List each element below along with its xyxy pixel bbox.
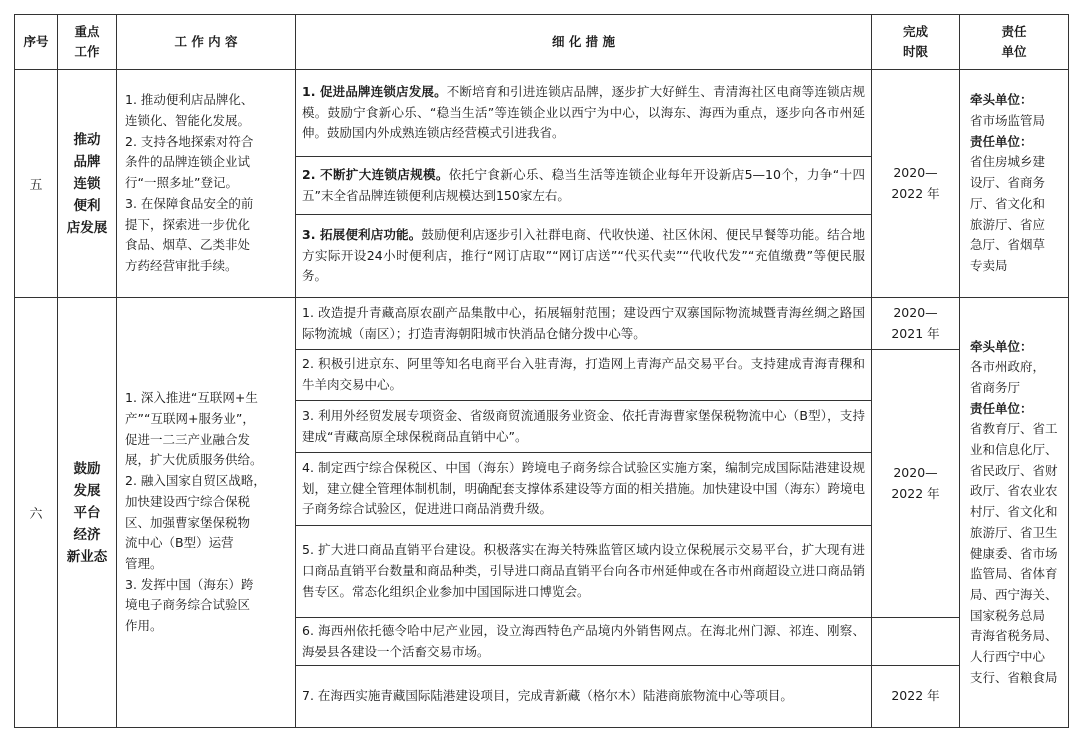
header-no: 序号: [15, 15, 58, 70]
section6-deadline-gap: [872, 618, 960, 666]
table-row: [15, 298, 1069, 350]
section6-deadline-2: 2020— 2022 年: [872, 350, 960, 618]
section6-measure-6: 6. 海西州依托德令哈中尼产业园，设立海西特色产品境内外销售网点。在海北州门源、祁连、刚察、海晏县各建设一个活畜交易市场。: [296, 618, 872, 666]
section6-measure-3: 3. 利用外经贸发展专项资金、省级商贸流通服务业资金、依托青海曹家堡保税物流中心（B型），支持建成“青藏高原全球保税商品直销中心”。: [296, 401, 872, 453]
section5-measure-3: 3. 拓展便利店功能。鼓励便利店逐步引入社群电商、代收快递、社区休闲、便民早餐等功能。结合地方实际开设24小时便利店，推行“网订店取”“网订店送”“代买代卖”“代收代发”“充值缴费”等便民服务。: [296, 215, 872, 298]
header-key-work: 重点 工作: [58, 15, 117, 70]
work-table: [14, 14, 1069, 728]
section5-content: 1. 推动便利店品牌化、 连锁化、智能化发展。 2. 支持各地探索对符合 条件的品牌连锁企业试 行“一照多址”登记。 3. 在保障食品安全的前 提下，探索进一步优化 食品、烟草、乙类非处 方药经营审批手续。: [117, 70, 296, 298]
header-row: [15, 15, 1069, 70]
section6-no: 六: [15, 298, 58, 728]
header-measures: 细 化 措 施: [296, 15, 872, 70]
section5-responsible: 牵头单位： 省市场监管局 责任单位： 省住房城乡建 设厅、省商务 厅、省文化和 旅游厅、省应 急厅、省烟草 专卖局: [960, 70, 1069, 298]
section5-measure-2: 2. 不断扩大连锁店规模。依托宁食新心乐、稳当生活等连锁企业每年开设新店5—10个，力争“十四五”末全省品牌连锁便利店规模达到150家左右。: [296, 157, 872, 215]
section6-measure-1: 1. 改造提升青藏高原农副产品集散中心，拓展辐射范围；建设西宁双寨国际物流城暨青海丝绸之路国际物流城（南区）；打造青海朝阳城市快消品仓储分拨中心等。: [296, 298, 872, 350]
section6-content: 1. 深入推进“互联网+生 产”“互联网+服务业”， 促进一二三产业融合发 展，扩大优质服务供给。 2. 融入国家自贸区战略， 加快建设西宁综合保税 区、加强曹家堡保税物 流中心（B型）运营 管理。 3. 发挥中国（海东）跨 境电子商务综合试验区 作用。: [117, 298, 296, 728]
section6-measure-5: 5. 扩大进口商品直销平台建设。积极落实在海关特殊监管区域内设立保税展示交易平台，扩大现有进口商品直销平台数量和商品种类，引导进口商品直销平台向各市州延伸或在各市州商超设立进口商品销售专区。常态化组织企业参加中国国际进口博览会。: [296, 526, 872, 618]
header-deadline: 完成 时限: [872, 15, 960, 70]
section6-deadline-1: 2020— 2021 年: [872, 298, 960, 350]
section5-key-work: 推动 品牌 连锁 便利 店发展: [58, 70, 117, 298]
header-content: 工 作 内 容: [117, 15, 296, 70]
section5-no: 五: [15, 70, 58, 298]
section6-key-work: 鼓励 发展 平台 经济 新业态: [58, 298, 117, 728]
header-responsible: 责任 单位: [960, 15, 1069, 70]
section6-deadline-3: 2022 年: [872, 666, 960, 728]
section5-measure-1: 1. 促进品牌连锁店发展。不断培育和引进连锁店品牌，逐步扩大好鲜生、青清海社区电商等连锁店规模。鼓励宁食新心乐、“稳当生活”等连锁企业以西宁为中心，以海东、海西为重点，逐步向各市州延伸。鼓励国内外成熟连锁店经营模式引进我省。: [296, 70, 872, 157]
section5-deadline: 2020— 2022 年: [872, 70, 960, 298]
section6-measure-7: 7. 在海西实施青藏国际陆港建设项目，完成青新藏（格尔木）陆港商旅物流中心等项目。: [296, 666, 872, 728]
section6-measure-4: 4. 制定西宁综合保税区、中国（海东）跨境电子商务综合试验区实施方案，编制完成国际陆港建设规划，建立健全管理体制机制，明确配套支撑体系建设等方面的相关措施。加快建设中国（海东）跨境电子商务综合试验区，促进进口商品消费升级。: [296, 453, 872, 526]
section6-responsible: 牵头单位： 各市州政府， 省商务厅 责任单位： 省教育厅、省工 业和信息化厅、 省民政厅、省财 政厅、省农业农 村厅、省文化和 旅游厅、省卫生 健康委、省市场 监管局、省体育 局、西宁海关、 国家税务总局 青海省税务局、 人行西宁中心 支行、省粮食局: [960, 298, 1069, 728]
table-row: [15, 70, 1069, 157]
section6-measure-2: 2. 积极引进京东、阿里等知名电商平台入驻青海，打造网上青海产品交易平台。支持建成青海青稞和牛羊肉交易中心。: [296, 350, 872, 401]
